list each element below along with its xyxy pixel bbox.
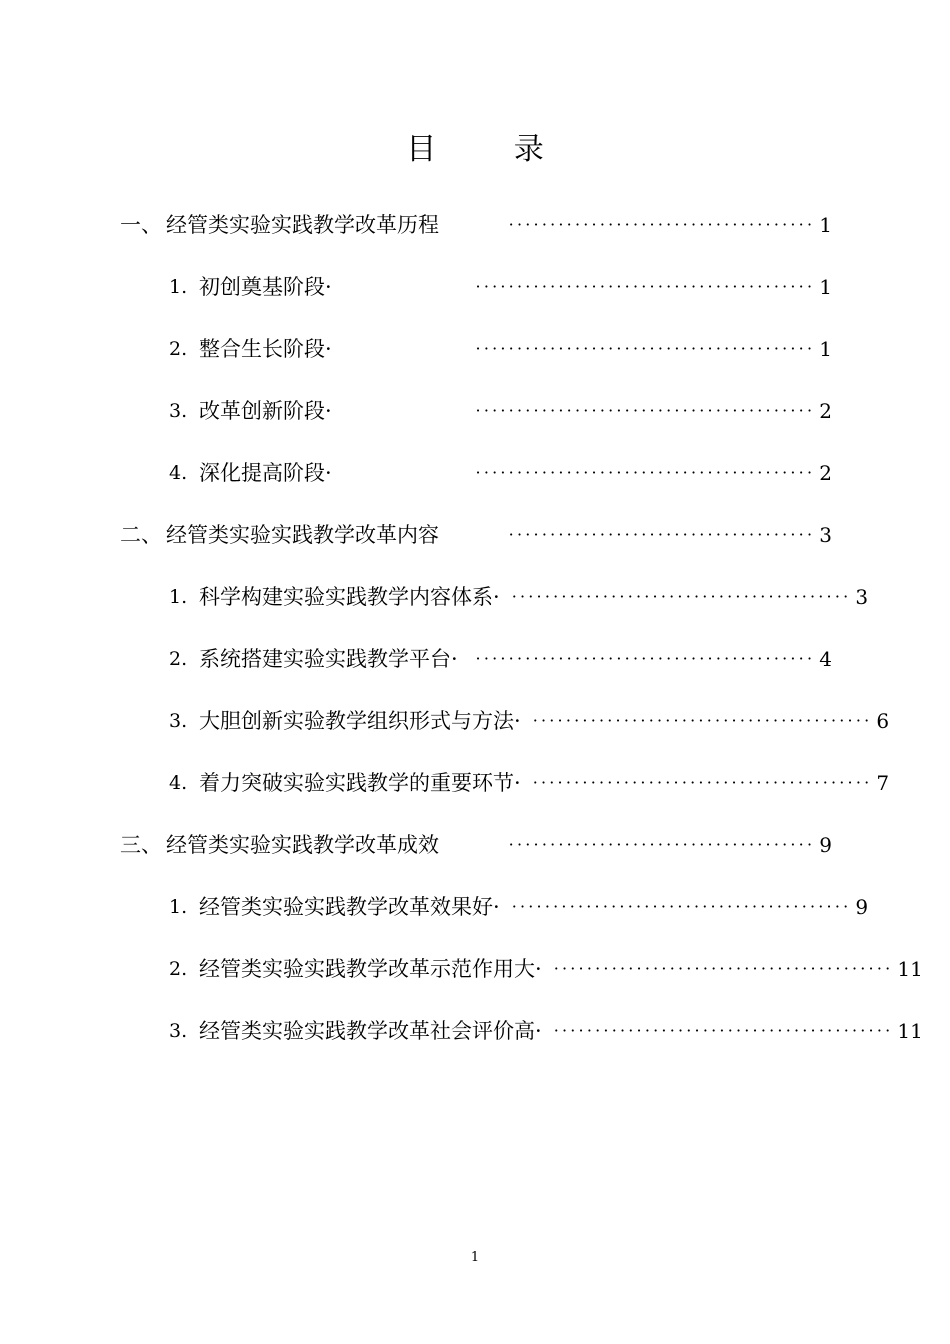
toc-entry-page: 9 — [819, 833, 832, 857]
toc-entry-text: 大胆创新实验教学组织形式与方法· — [199, 709, 521, 733]
toc-entry-page: 2 — [819, 399, 832, 423]
toc-entry-text: 经管类实验实践教学改革历程 — [166, 213, 439, 237]
toc-entry-page: 7 — [876, 771, 890, 795]
dot-leader: ········································· — [475, 649, 816, 668]
toc-entry[interactable] — [0, 577, 950, 617]
toc-entry-number: 1. — [169, 586, 188, 608]
dot-leader: ········································· — [475, 463, 816, 482]
toc-entry-page: 1 — [819, 213, 832, 237]
dot-leader: ········································· — [475, 277, 816, 296]
toc-entry-number: 2. — [169, 648, 188, 670]
toc-entry-number: 1. — [169, 276, 188, 298]
toc-entry-page: 2 — [819, 461, 832, 485]
toc-entry[interactable] — [0, 453, 950, 493]
toc-entry-number: 3. — [169, 710, 188, 732]
toc-entry[interactable] — [0, 763, 950, 803]
toc-entry-number: 三、 — [120, 833, 162, 857]
dot-leader: ····································· — [508, 215, 816, 234]
toc-entry-number: 4. — [169, 462, 188, 484]
toc-entry-text: 着力突破实验实践教学的重要环节· — [199, 771, 521, 795]
toc-entry-page: 6 — [876, 709, 890, 733]
toc-entry-text: 深化提高阶段· — [199, 461, 332, 485]
toc-entry[interactable] — [0, 887, 950, 927]
toc-entry-text: 初创奠基阶段· — [199, 275, 332, 299]
toc-entry-text: 系统搭建实验实践教学平台· — [199, 647, 458, 671]
dot-leader: ········································· — [475, 339, 816, 358]
toc-entry-number: 2. — [169, 338, 188, 360]
footer-page-number: 1 — [470, 1250, 480, 1265]
toc-title: 目 录 — [406, 132, 578, 167]
toc-entry-page: 3 — [819, 523, 832, 547]
toc-entry-number: 3. — [169, 400, 188, 422]
dot-leader: ········································· — [553, 1021, 894, 1040]
dot-leader: ········································· — [532, 773, 873, 792]
toc-entry-number: 1. — [169, 896, 188, 918]
toc-entry-text: 经管类实验实践教学改革社会评价高· — [199, 1019, 542, 1043]
toc-entry-number: 4. — [169, 772, 188, 794]
toc-entry[interactable] — [0, 949, 950, 989]
toc-entry-number: 二、 — [120, 523, 162, 547]
toc-entry[interactable] — [0, 701, 950, 741]
toc-entry-text: 整合生长阶段· — [199, 337, 332, 361]
toc-entry[interactable] — [0, 1011, 950, 1051]
toc-entry-text: 经管类实验实践教学改革示范作用大· — [199, 957, 542, 981]
toc-entry-number: 3. — [169, 1020, 188, 1042]
toc-entry-text: 改革创新阶段· — [199, 399, 332, 423]
toc-entry-number: 2. — [169, 958, 188, 980]
toc-entry-number: 一、 — [120, 213, 162, 237]
toc-entry-page: 9 — [855, 895, 869, 919]
toc-entry-page: 1 — [819, 337, 832, 361]
dot-leader: ····································· — [508, 835, 816, 854]
toc-entry-page: 1 — [819, 275, 832, 299]
dot-leader: ········································· — [532, 711, 873, 730]
toc-entry-page: 4 — [819, 647, 832, 671]
toc-entry-page: 11 — [897, 957, 923, 981]
dot-leader: ········································· — [511, 587, 852, 606]
toc-entry-text: 经管类实验实践教学改革内容 — [166, 523, 439, 547]
dot-leader: ····································· — [508, 525, 816, 544]
dot-leader: ········································· — [511, 897, 852, 916]
dot-leader: ········································· — [475, 401, 816, 420]
toc-entry[interactable] — [0, 515, 950, 555]
toc-entry-text: 科学构建实验实践教学内容体系· — [199, 585, 500, 609]
toc-entry[interactable] — [0, 329, 950, 369]
toc-entry-text: 经管类实验实践教学改革效果好· — [199, 895, 500, 919]
toc-entry[interactable] — [0, 825, 950, 865]
toc-entry-text: 经管类实验实践教学改革成效 — [166, 833, 439, 857]
toc-entry-page: 11 — [897, 1019, 923, 1043]
dot-leader: ········································· — [553, 959, 894, 978]
toc-entry[interactable] — [0, 639, 950, 679]
toc-entry[interactable] — [0, 267, 950, 307]
toc-entry[interactable] — [0, 205, 950, 245]
toc-entry-page: 3 — [855, 585, 869, 609]
toc-entry[interactable] — [0, 391, 950, 431]
